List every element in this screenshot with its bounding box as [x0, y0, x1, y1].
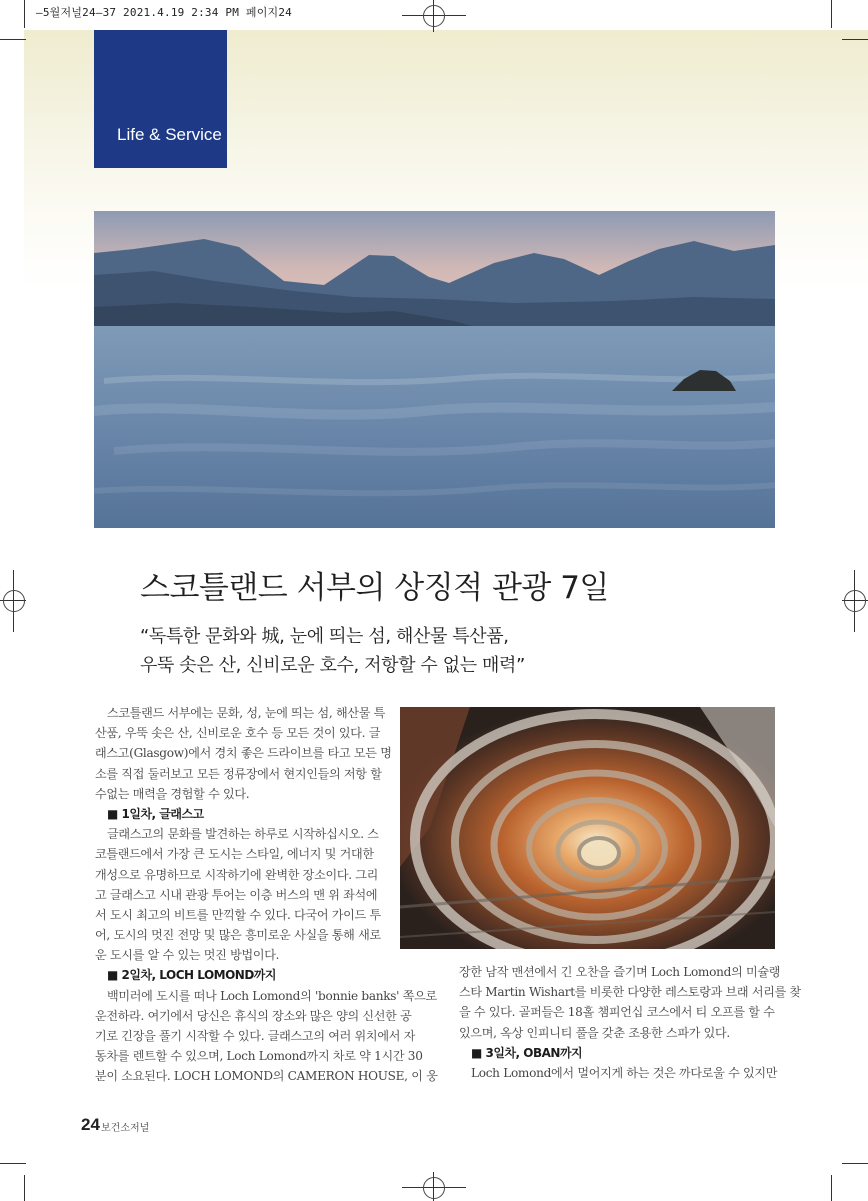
- registration-mark-right: [844, 590, 866, 612]
- paragraph-line: 동차를 렌트할 수 있으며, Loch Lomond까지 차로 약 1시간 30: [95, 1049, 423, 1064]
- registration-mark-top: [423, 5, 445, 27]
- page-number: 24: [81, 1115, 100, 1134]
- paragraph-line: 어, 도시의 멋진 전망 및 많은 흥미로운 사실을 통해 새로: [95, 928, 381, 943]
- paragraph-line: 분이 소요된다. LOCH LOMOND의 CAMERON HOUSE, 이 웅: [95, 1069, 438, 1084]
- paragraph-line: 있으며, 옥상 인피니티 풀을 갖춘 조용한 스파가 있다.: [459, 1025, 730, 1040]
- paragraph-line: 글래스고의 문화를 발견하는 하루로 시작하십시오. 스: [107, 827, 379, 842]
- paragraph-line: 운 도시를 알 수 있는 멋진 방법이다.: [95, 948, 280, 963]
- paragraph-line: 산품, 우뚝 솟은 산, 신비로운 호수 등 모든 것이 있다. 글: [95, 726, 381, 741]
- paragraph-line: 소를 직접 둘러보고 모든 정류장에서 현지인들의 저항 할: [95, 766, 382, 781]
- right-text-column: [459, 962, 801, 1083]
- day-heading: ■ 3일차, OBAN까지: [471, 1045, 583, 1060]
- publication-name: 보건소저널: [101, 1123, 150, 1134]
- paragraph-line: 운전하라. 여기에서 당신은 휴식의 장소와 많은 양의 신선한 공: [95, 1008, 412, 1023]
- paragraph-line: 수없는 매력을 경험할 수 있다.: [95, 786, 250, 801]
- paragraph-line: 장한 남작 맨션에서 긴 오찬을 즐기며 Loch Lomond의 미슐랭: [459, 965, 781, 979]
- article-title: 스코틀랜드 서부의 상징적 관광 7일: [140, 570, 609, 606]
- day-heading: ■ 1일차, 글래스고: [107, 806, 204, 821]
- hero-photo-art: [94, 211, 775, 528]
- subtitle-line-1: “독특한 문화와 城, 눈에 띄는 섬, 해산물 특산품,: [140, 626, 509, 647]
- hero-photo-loch: [94, 211, 775, 528]
- registration-mark-bottom: [423, 1177, 445, 1199]
- paragraph-line: 스타 Martin Wishart를 비롯한 다양한 레스토랑과 브래 서리를 찾: [459, 985, 801, 1000]
- paragraph-line: 스코틀랜드 서부에는 문화, 성, 눈에 띄는 섬, 해산물 특: [107, 706, 386, 720]
- slug-text: –5월저널24–37 2021.4.19 2:34 PM 페이지24: [36, 6, 292, 19]
- paragraph-line: 고 글래스고 시내 관광 투어는 이층 버스의 맨 위 좌석에: [95, 887, 378, 902]
- section-label-box: [94, 30, 227, 168]
- left-text-column: [95, 703, 438, 1087]
- paragraph-line: 백미러에 도시를 떠나 Loch Lomond의 'bonnie banks' 쪽으로: [107, 988, 437, 1003]
- paragraph-line: Loch Lomond에서 멀어지게 하는 것은 까다로울 수 있지만: [471, 1065, 778, 1080]
- paragraph-line: 개성으로 유명하므로 시작하기에 완벽한 장소이다. 그리: [95, 867, 379, 882]
- staircase-photo: [400, 707, 775, 949]
- subtitle-line-2: 우뚝 솟은 산, 신비로운 호수, 저항할 수 없는 매력”: [140, 655, 525, 676]
- section-label: Life & Service: [117, 125, 222, 144]
- paragraph-line: 서 도시 최고의 비트를 만끽할 수 있다. 다국어 가이드 투: [95, 907, 381, 922]
- paragraph-line: 래스고(Glasgow)에서 경치 좋은 드라이브를 타고 모든 명: [95, 746, 392, 761]
- day-heading: ■ 2일차, LOCH LOMOND까지: [107, 968, 276, 983]
- paragraph-line: 코틀랜드에서 가장 큰 도시는 스타일, 에너지 및 거대한: [95, 847, 374, 862]
- paragraph-line: 기로 긴장을 풀기 시작할 수 있다. 글래스고의 여러 위치에서 자: [95, 1029, 416, 1043]
- registration-mark-left: [3, 590, 25, 612]
- staircase-photo-art: [400, 707, 775, 949]
- paragraph-line: 을 수 있다. 골퍼들은 18홀 챔피언십 코스에서 티 오프를 할 수: [459, 1005, 775, 1020]
